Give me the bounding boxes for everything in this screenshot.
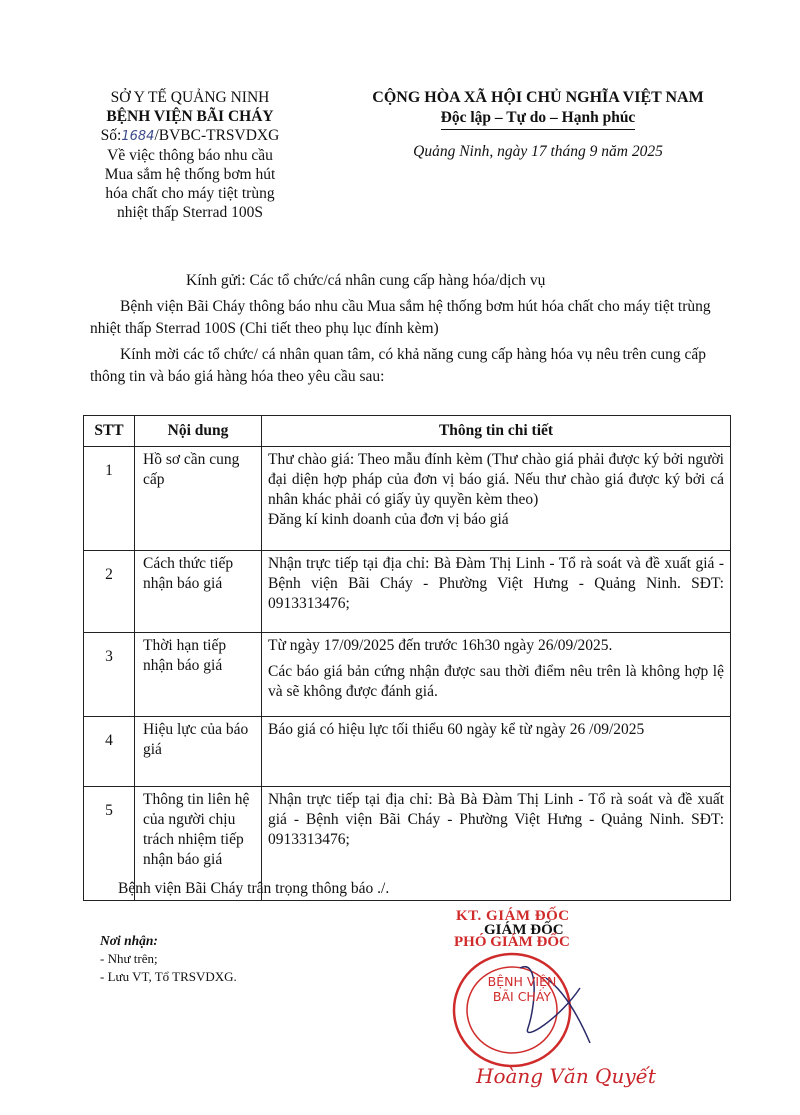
signer-name: Hoàng Văn Quyết	[476, 1064, 656, 1088]
hospital-name: BỆNH VIỆN BÃI CHÁY	[106, 108, 274, 125]
header-left	[60, 88, 320, 222]
row-stt: 3	[84, 633, 135, 717]
deputy-director-stamp: PHÓ GIÁM ĐỐC	[454, 934, 570, 950]
requirements-table	[83, 415, 731, 901]
recipients-block	[100, 932, 237, 986]
subject-line: Về việc thông báo nhu cầu	[107, 147, 273, 164]
table-row	[84, 551, 731, 633]
hospital-seal-icon	[450, 948, 600, 1068]
reference-number	[60, 126, 320, 146]
row-content: Thời hạn tiếp nhận báo giá	[135, 633, 262, 717]
seal-line: BỆNH VIỆN	[487, 974, 557, 989]
recipient-item: - Lưu VT, Tổ TRSVDXG.	[100, 969, 237, 984]
paragraph-invitation: Kính mời các tổ chức/ cá nhân quan tâm, có khả năng cung cấp hàng hóa vụ nêu trên cung cấp thông tin và báo giá hàng hóa theo yêu cầu sau:	[90, 346, 707, 385]
seal-line: BÃI CHÁY	[492, 989, 552, 1004]
row-content: Hiệu lực của báo giá	[135, 717, 262, 787]
table-row	[84, 633, 731, 717]
row-content: Cách thức tiếp nhận báo giá	[135, 551, 262, 633]
ref-suffix: /BVBC-TRSVDXG	[154, 127, 280, 144]
row-detail	[262, 551, 731, 633]
row-content: Thông tin liên hệ của người chịu trách nhiệm tiếp nhận báo giá	[135, 787, 262, 901]
column-header-detail: Thông tin chi tiết	[262, 416, 731, 447]
detail-text: Nhận trực tiếp tại địa chỉ: Bà Bà Đàm Thị Linh - Tổ rà soát và đề xuất giá - Bệnh viện Bãi Cháy - Phường Việt Hưng - Quảng Ninh. SĐT: 0913313476;	[268, 791, 724, 848]
kt-director-stamp: KT. GIÁM ĐỐC	[456, 908, 570, 924]
row-stt: 2	[84, 551, 135, 633]
national-motto: Độc lập – Tự do – Hạnh phúc	[441, 108, 636, 130]
table-row	[84, 717, 731, 787]
ref-prefix: Số:	[100, 127, 122, 144]
detail-text: Nhận trực tiếp tại địa chỉ: Bà Đàm Thị Linh - Tổ rà soát và đề xuất giá - Bệnh viện Bãi Cháy - Phường Việt Hưng - Quảng Ninh. SĐT: 0913313476;	[268, 555, 724, 612]
seal-text	[472, 974, 572, 1004]
row-detail	[262, 447, 731, 551]
column-header-content: Nội dung	[135, 416, 262, 447]
signature-block	[450, 900, 656, 1100]
detail-text: Từ ngày 17/09/2025 đến trước 16h30 ngày 26/09/2025.	[268, 637, 613, 654]
recipient-item: - Như trên;	[100, 951, 158, 966]
row-content: Hồ sơ cần cung cấp	[135, 447, 262, 551]
table-row	[84, 447, 731, 551]
recipients-title: Nơi nhận:	[100, 933, 158, 948]
detail-text: Báo giá có hiệu lực tối thiểu 60 ngày kể từ ngày 26 /09/2025	[268, 721, 645, 738]
paragraph-announcement: Bệnh viện Bãi Cháy thông báo nhu cầu Mua sắm hệ thống bơm hút hóa chất cho máy tiệt trùng nhiệt thấp Sterrad 100S (Chi tiết theo phụ lục đính kèm)	[90, 298, 711, 337]
subject-line: Mua sắm hệ thống bơm hút	[104, 166, 276, 183]
header-right	[338, 88, 738, 162]
nation-title: CỘNG HÒA XÃ HỘI CHỦ NGHĨA VIỆT NAM	[372, 89, 704, 106]
subject	[60, 146, 320, 222]
subject-line: hóa chất cho máy tiệt trùng	[105, 185, 275, 202]
ref-handwritten-number: 1684	[121, 129, 155, 144]
closing-line: Bệnh viện Bãi Cháy trân trọng thông báo ./.	[118, 880, 390, 897]
place-date: Quảng Ninh, ngày 17 tháng 9 năm 2025	[413, 143, 663, 160]
row-detail	[262, 717, 731, 787]
detail-text: Các báo giá bản cứng nhận được sau thời điểm nêu trên là không hợp lệ và sẽ không được đánh giá.	[268, 663, 724, 700]
row-stt: 1	[84, 447, 135, 551]
detail-text: Thư chào giá: Theo mẫu đính kèm (Thư chào giá phải được ký bởi người đại diện hợp pháp của đơn vị báo giá. Nếu thư chào giá được ký bởi cá nhân khác phải có giấy ủy quyền kèm theo)	[268, 451, 724, 508]
row-detail	[262, 633, 731, 717]
department-name: SỞ Y TẾ QUẢNG NINH	[110, 89, 270, 106]
row-stt: 4	[84, 717, 135, 787]
director-title: GIÁM ĐỐC	[484, 922, 564, 938]
subject-line: nhiệt thấp Sterrad 100S	[117, 204, 263, 221]
recipient-line: Kính gửi: Các tổ chức/cá nhân cung cấp hàng hóa/dịch vụ	[186, 272, 546, 289]
row-stt: 5	[84, 787, 135, 901]
table-header-row	[84, 416, 731, 447]
detail-text: Đăng kí kinh doanh của đơn vị báo giá	[268, 511, 509, 528]
column-header-stt: STT	[84, 416, 135, 447]
